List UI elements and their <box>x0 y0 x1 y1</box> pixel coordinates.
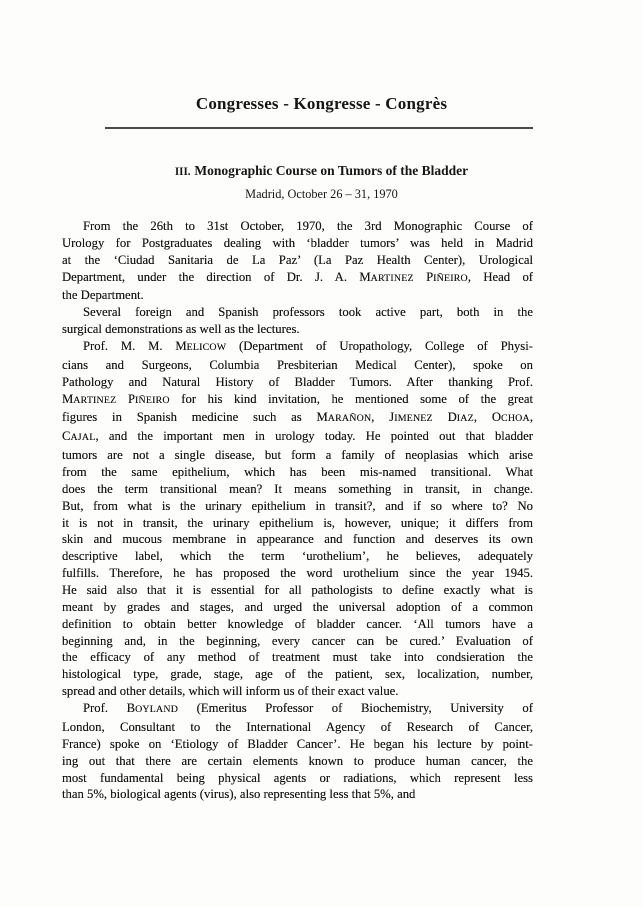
section-title-text: Monographic Course on Tumors of the Bladder <box>194 163 469 178</box>
paragraph <box>62 700 533 803</box>
paragraph <box>62 338 533 700</box>
text-line: the Department. <box>62 288 144 303</box>
paragraph <box>62 304 533 338</box>
text-line: most fundamental being physical agents or radiations, which represent less <box>62 770 533 785</box>
text-line: Prof. BOYLAND (Emeritus Professor of Biochemistry, University of <box>83 701 533 716</box>
text-line: Pathology and Natural History of Bladder Tumors. After thanking Prof. <box>62 374 533 389</box>
header-divider <box>105 127 533 129</box>
text-line: beginning and, in the beginning, every cancer can be cured.’ Evaluation of <box>62 633 533 648</box>
eminent-name: BOYLAND <box>126 701 179 716</box>
text-line: London, Consultant to the International Agency of Research of Cancer, <box>62 719 533 734</box>
text-line: from the same epithelium, which has been mis-named transitional. What <box>62 465 533 480</box>
paragraph <box>62 218 533 304</box>
text-line: skin and mucous membrane in appearance and function and deserves its own <box>62 532 533 547</box>
eminent-name: MARTINEZ <box>62 391 117 406</box>
text-line: But, from what is the urinary epithelium in transit?, and if so where to? No <box>62 498 533 513</box>
eminent-name: DIAZ <box>447 410 474 425</box>
text-line: meant by grades and stages, and urged the universal adoption of a common <box>62 599 533 614</box>
text-line: Department, under the direction of Dr. J. A. MARTINEZ PIÑEIRO, Head of <box>62 269 534 284</box>
section-heading <box>0 163 643 179</box>
text-line: Prof. M. M. MELICOW (Department of Uropathology, College of Physi- <box>83 339 533 354</box>
section-number: III. <box>174 166 191 178</box>
text-line: than 5%, biological agents (virus), also representing less that 5%, and <box>62 787 416 802</box>
eminent-name: MELICOW <box>175 339 227 354</box>
page-header-title: Congresses - Kongresse - Congrès <box>195 94 448 113</box>
text-line: cians and Surgeons, Columbia Presbiterian Medical Center), spoke on <box>62 357 533 372</box>
text-line: the efficacy of any method of treatment must take into condsieration the <box>62 650 533 665</box>
text-line: does the term transitional mean? It means something in transit, in change. <box>62 481 533 496</box>
text-line: CAJAL, and the important men in urology today. He pointed out that bladder <box>62 429 533 444</box>
text-line: MARTINEZ PIÑEIRO for his kind invitation, he mentioned some of the great <box>62 391 533 406</box>
text-line: descriptive label, which the term ‘urothelium’, he believes, adequately <box>62 549 533 564</box>
eminent-name: OCHOA <box>491 410 530 425</box>
text-line: He said also that it is essential for all pathologists to define exactly what is <box>62 583 533 598</box>
text-line: histological type, grade, stage, age of the patient, sex, localization, number, <box>62 667 533 682</box>
text-line: surgical demonstrations as well as the lectures. <box>62 322 300 337</box>
text-line: France) spoke on ‘Etiology of Bladder Cancer’. He began his lecture by point- <box>62 736 533 751</box>
eminent-name: CAJAL <box>62 429 96 444</box>
article-body <box>62 218 533 803</box>
text-line: figures in Spanish medicine such as MARAÑON, JIMENEZ DIAZ, OCHOA, <box>62 410 534 425</box>
text-line: tumors are not a single disease, but form a family of neoplasias which arise <box>62 448 533 463</box>
eminent-name: MARAÑON <box>316 410 372 425</box>
eminent-name: JIMENEZ <box>389 410 433 425</box>
text-line: fulfills. Therefore, he has proposed the word urothelium since the year 1945. <box>62 566 533 581</box>
text-line: From the 26th to 31st October, 1970, the 3rd Monographic Course of <box>83 219 533 233</box>
text-line: Urology for Postgraduates dealing with ‘bladder tumors’ was held in Madrid <box>62 235 533 250</box>
section-date: Madrid, October 26 – 31, 1970 <box>245 187 398 201</box>
text-line: it is not in transit, the urinary epithelium is, however, unique; it differs from <box>62 515 533 530</box>
eminent-name: PIÑEIRO <box>127 391 170 406</box>
text-line: ing out that there are certain elements known to produce human cancer, the <box>62 753 533 768</box>
text-line: definition to obtain better knowledge of bladder cancer. ‘All tumors have a <box>62 616 533 631</box>
text-line: Several foreign and Spanish professors took active part, both in the <box>83 305 533 320</box>
eminent-name: PIÑEIRO <box>426 269 468 284</box>
eminent-name: MARTINEZ <box>359 269 414 284</box>
text-line: spread and other details, which will inform us of their exact value. <box>62 684 399 699</box>
text-line: at the ‘Ciudad Sanitaria de La Paz’ (La Paz Health Center), Urological <box>62 252 533 267</box>
